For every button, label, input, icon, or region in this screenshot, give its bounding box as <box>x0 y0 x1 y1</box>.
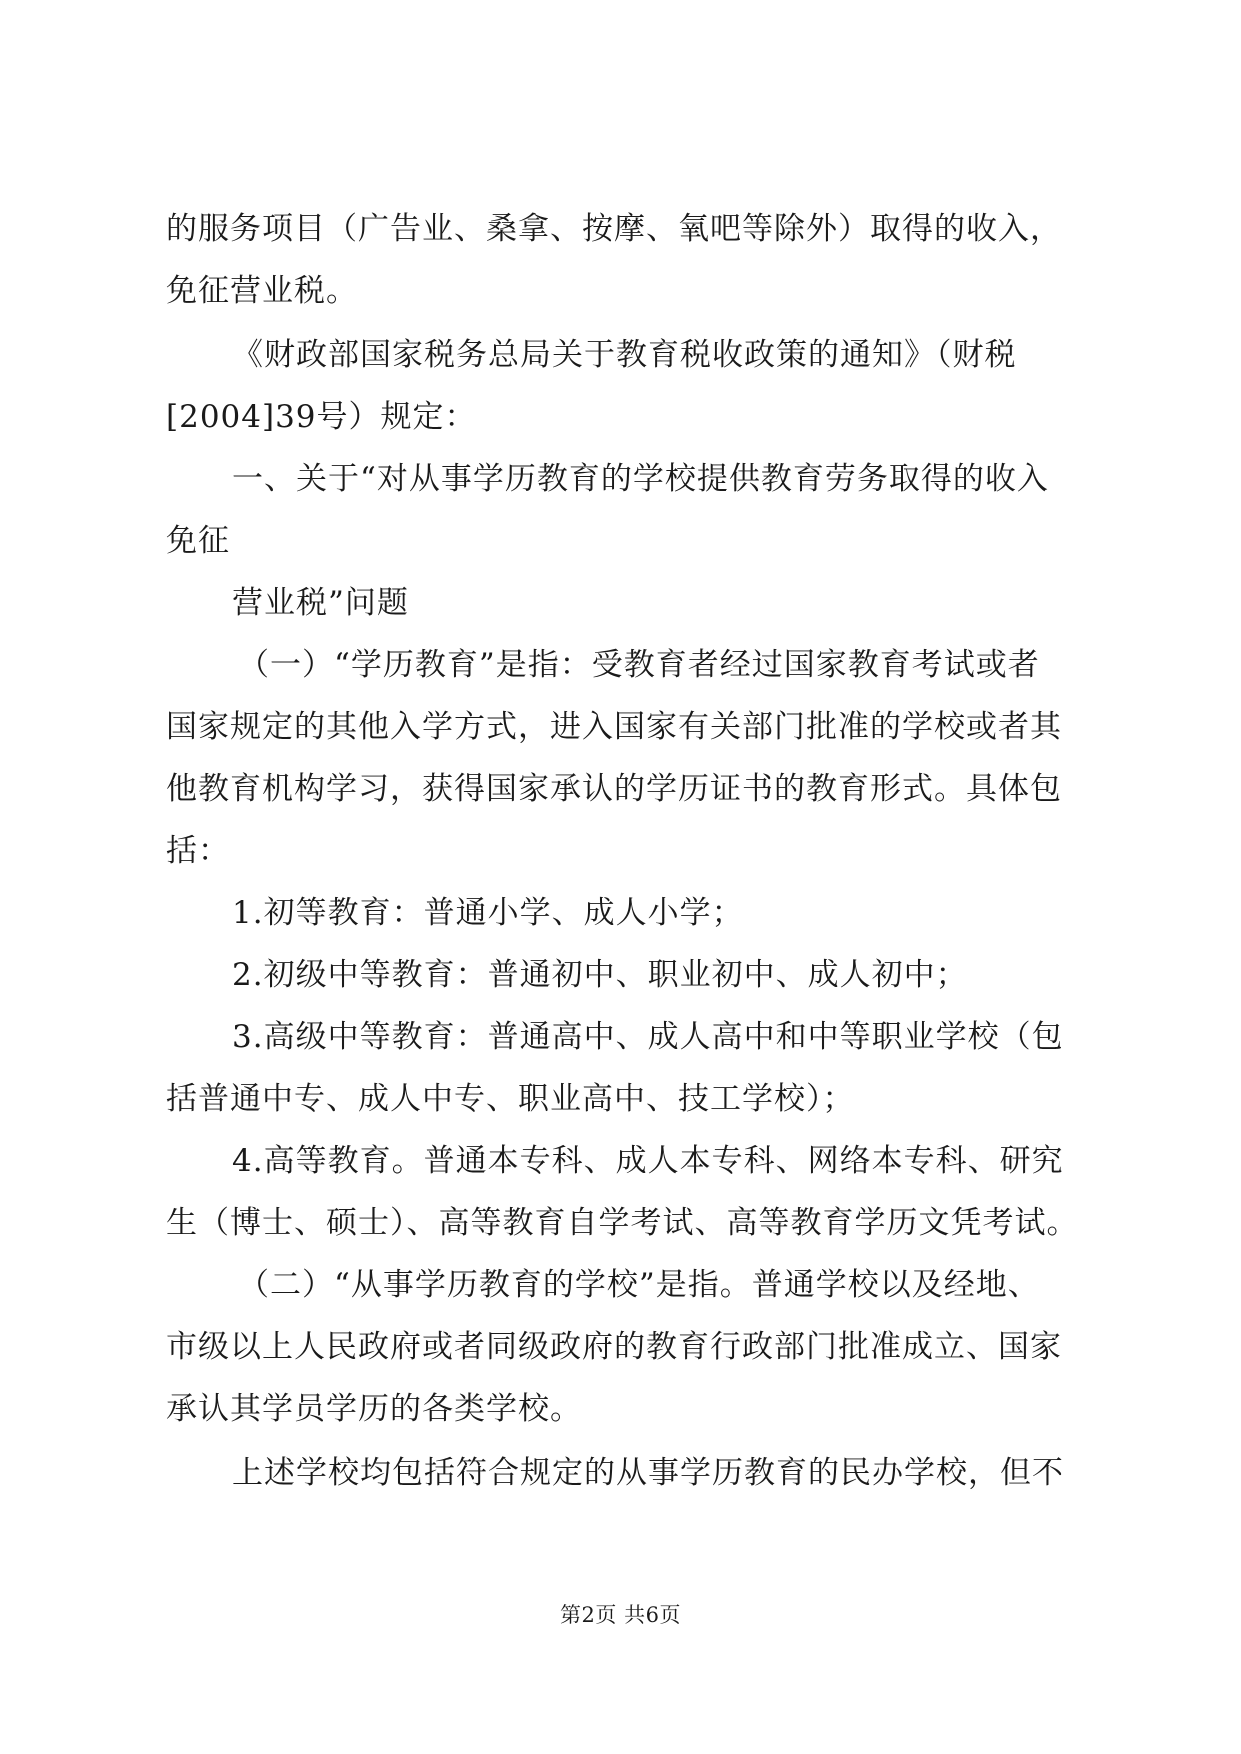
text-line: （二）“从事学历教育的学校”是指。普通学校以及经地、 <box>238 1267 1040 1303</box>
text-line: 3.高级中等教育：普通高中、成人高中和中等职业学校（包 <box>232 1019 1064 1055</box>
text-line: 生（博士、硕士）、高等教育自学考试、高等教育学历文凭考试。 <box>166 1205 1079 1241</box>
text-line: 上述学校均包括符合规定的从事学历教育的民办学校，但不 <box>232 1455 1064 1491</box>
text-line: 的服务项目（广告业、桑拿、按摩、氧吧等除外）取得的收入， <box>166 211 1062 247</box>
text-line: （一）“学历教育”是指：受教育者经过国家教育考试或者 <box>238 647 1040 683</box>
text-line: 承认其学员学历的各类学校。 <box>166 1391 582 1427</box>
text-line: 1.初等教育：普通小学、成人小学； <box>232 895 744 931</box>
text-line: 一、关于“对从事学历教育的学校提供教育劳务取得的收入 <box>232 461 1049 497</box>
text-line: 括普通中专、成人中专、职业高中、技工学校）； <box>166 1081 855 1117</box>
text-line: 《财政部国家税务总局关于教育税收政策的通知》（财税 <box>232 337 1017 373</box>
text-line: 2.初级中等教育：普通初中、职业初中、成人初中； <box>232 957 968 993</box>
text-line: 营业税”问题 <box>232 585 409 621</box>
text-line: 括： <box>166 833 230 869</box>
text-line: 国家规定的其他入学方式，进入国家有关部门批准的学校或者其 <box>166 709 1062 745</box>
text-line: [2004]39号）规定： <box>166 399 477 435</box>
page-number-footer: 第2页 共6页 <box>560 1603 681 1627</box>
text-line: 免征 <box>166 523 230 559</box>
text-line: 4.高等教育。普通本专科、成人本专科、网络本专科、研究 <box>232 1143 1064 1179</box>
text-line: 市级以上人民政府或者同级政府的教育行政部门批准成立、国家 <box>166 1329 1062 1365</box>
text-line: 免征营业税。 <box>166 273 358 309</box>
text-line: 他教育机构学习，获得国家承认的学历证书的教育形式。具体包 <box>166 771 1062 807</box>
document-body <box>166 198 1081 1504</box>
